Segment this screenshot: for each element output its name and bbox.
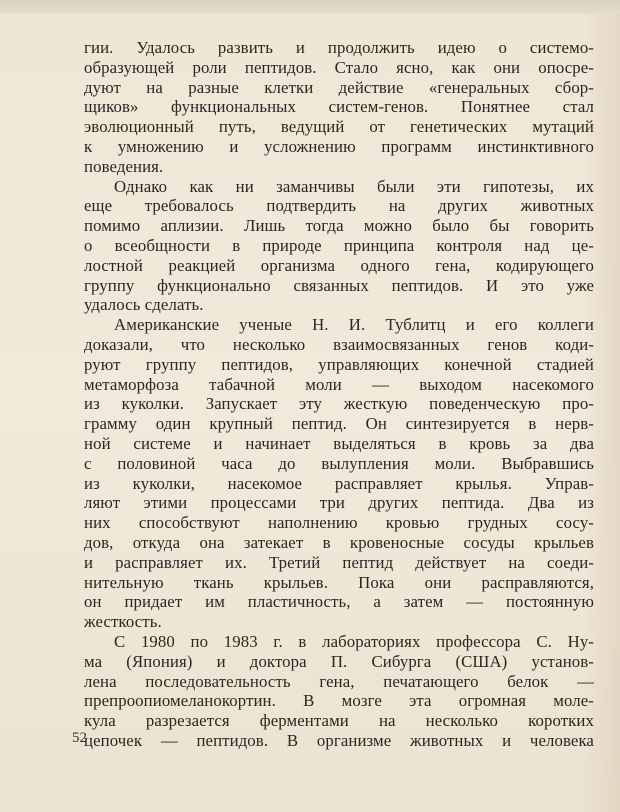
text-line: поведения. [84, 156, 164, 176]
text-line: ной системе и начинает выделяться в кровь за два [84, 433, 594, 453]
text-line: с половиной часа до вылупления моли. Выбравшись [84, 453, 594, 473]
page-text [84, 38, 594, 751]
text-line: цепочек — пептидов. В организме животных и человека [84, 730, 594, 750]
page-top-edge [0, 0, 620, 14]
page-number: 52 [72, 730, 87, 746]
text-line: к умножению и усложнению программ инстинктивного [84, 136, 594, 156]
text-line: кула разрезается ферментами на несколько коротких [84, 711, 594, 731]
text-line: дуют на разные клетки действие «генеральных сбор- [84, 77, 594, 97]
text-line: ляют этими процессами три других пептида. Два из [84, 493, 594, 513]
text-line: них способствуют наполнению кровью грудных сосу- [84, 513, 594, 533]
text-line: дов, откуда она затекает в кровеносные сосуды крыльев [84, 532, 594, 552]
text-line: еще требовалось подтвердить на других животных [84, 196, 594, 216]
text-line: ма (Япония) и доктора П. Сибурга (США) установ- [84, 651, 594, 671]
text-line: жесткость. [84, 612, 162, 632]
text-line: он придает им пластичность, а затем — постоянную [84, 592, 594, 612]
text-line: доказали, что несколько взаимосвязанных генов коди- [84, 334, 594, 354]
text-line: о всеобщности в природе принципа контроля над це- [84, 235, 594, 255]
text-line: лостной реакцией организма одного гена, кодирующего [84, 255, 594, 275]
text-line: гии. Удалось развить и продолжить идею о системо- [84, 38, 594, 57]
text-line: грамму один крупный пептид. Он синтезируется в нерв- [84, 414, 594, 434]
text-line: нительную ткань крыльев. Пока они расправляются, [84, 572, 594, 592]
text-line: образующей роли пептидов. Стало ясно, как они опосре- [84, 57, 594, 77]
text-line: руют группу пептидов, управляющих конечной стадией [84, 354, 594, 374]
text-line: помимо аплизии. Лишь тогда можно было бы говорить [84, 216, 594, 236]
paragraph-first-line: Американские ученые Н. И. Тублитц и его коллеги [114, 315, 594, 335]
text-line: эволюционный путь, ведущий от генетических мутаций [84, 117, 594, 137]
text-line: удалось сделать. [84, 295, 204, 315]
text-line: лена последовательность гена, печатающего белок — [84, 671, 594, 691]
text-line: из куколки. Запускает эту жесткую поведенческую про- [84, 394, 594, 414]
text-line: из куколки, насекомое расправляет крылья. Управ- [84, 473, 594, 493]
text-line: и расправляет их. Третий пептид действует на соеди- [84, 552, 594, 572]
text-line: щиков» функциональных систем-генов. Понятнее стал [84, 97, 594, 117]
text-line: препроопиомеланокортин. В мозге эта огромная моле- [84, 691, 594, 711]
paragraph-first-line: Однако как ни заманчивы были эти гипотезы, их [114, 176, 594, 196]
paragraph-first-line: С 1980 по 1983 г. в лабораториях профессора С. Ну- [114, 631, 594, 651]
text-line: группу функционально связанных пептидов. И это уже [84, 275, 594, 295]
text-line: метаморфоза табачной моли — выходом насекомого [84, 374, 594, 394]
